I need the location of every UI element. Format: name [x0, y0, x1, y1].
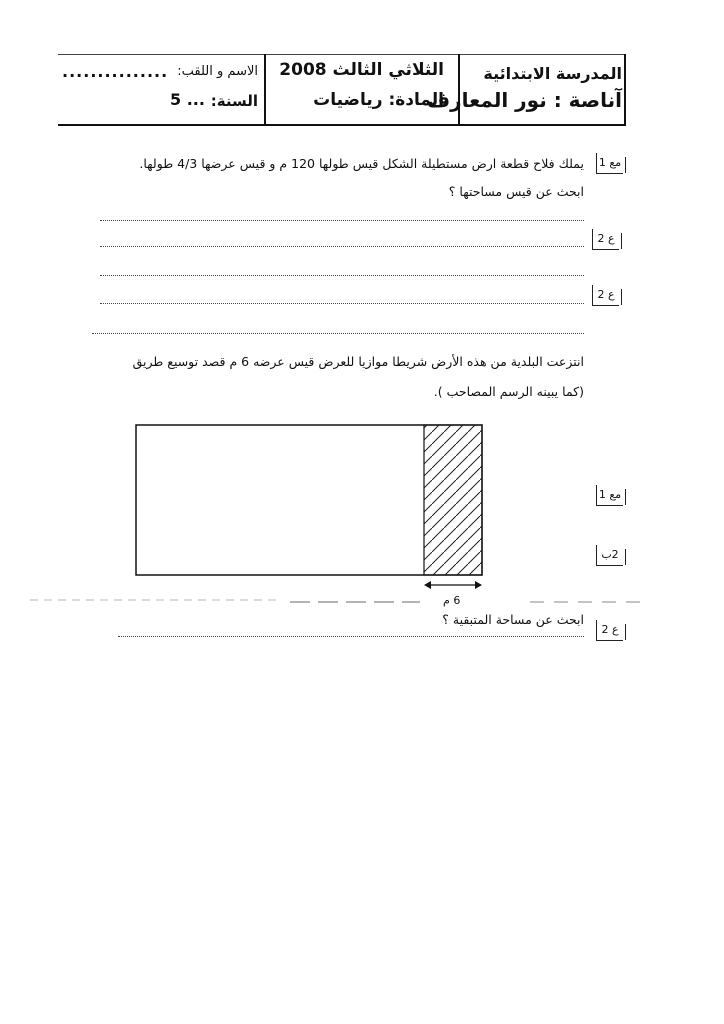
problem-statement: يملك فلاح قطعة ارض مستطيلة الشكل قيس طولها 120 م و قيس عرضها 4/3 طولها. [139, 156, 584, 171]
question-2: ابحث عن مساحة المتبقية ؟ [442, 612, 584, 627]
criterion-badge: ع 2 [592, 285, 619, 306]
year-value: 5 ... [170, 90, 205, 109]
school-town: آناصة : نور المعارف [426, 88, 622, 112]
question-1: ابحث عن قيس مساحتها ؟ [448, 184, 584, 199]
subject-title: المادة: رياضيات [313, 90, 444, 110]
criterion-badge: 2ب [596, 545, 623, 566]
name-dots: ............... [62, 62, 169, 81]
criterion-badge: ع 2 [592, 229, 619, 250]
criterion-badge: مع 1 [596, 485, 623, 506]
school-name: المدرسة الابتدائية [483, 64, 622, 83]
criterion-badge: مع 1 [596, 153, 623, 174]
criterion-badge: ع 2 [596, 620, 623, 641]
term-title: الثلاثي الثالث 2008 [279, 60, 444, 80]
problem-statement-2: انتزعت البلدية من هذه الأرض شريطا موازيا للعرض قيس عرضه 6 م قصد توسيع طريق [132, 354, 584, 369]
road-strip [424, 425, 482, 575]
name-label: الاسم و اللقب: [177, 64, 258, 79]
year-label: السنة: [210, 92, 258, 110]
problem-statement-3: (كما يبينه الرسم المصاحب ). [433, 384, 584, 399]
dimension-label: 6 م [443, 594, 461, 607]
answer-line[interactable] [118, 636, 584, 637]
